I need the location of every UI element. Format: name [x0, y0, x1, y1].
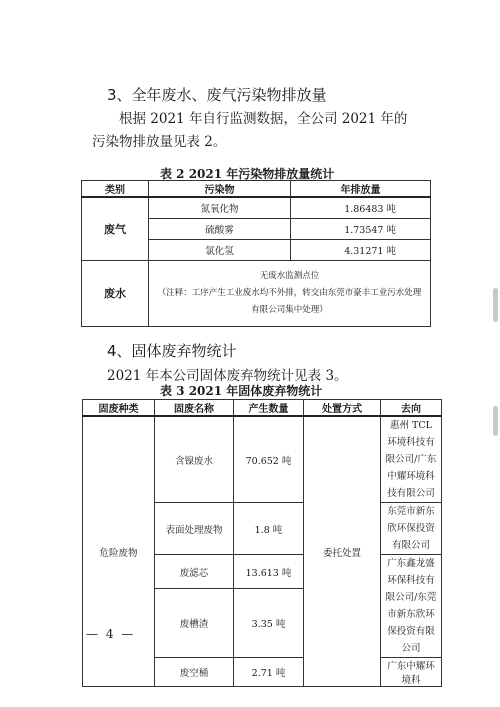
table-3-header-type: 固废种类: [83, 400, 155, 417]
waste-amount-cell: 13.613 吨: [234, 555, 304, 589]
table-2-caption: 表 2 2021 年污染物排放量统计: [160, 167, 335, 181]
table-3-header-amount: 产生数量: [234, 400, 304, 417]
exhaust-category-cell: 废气: [82, 197, 149, 260]
wastewater-note-text: （注释：工序产生工业废水均不外排，转交由东莞市豪丰工业污水处理有限公司集中处理）: [157, 287, 422, 315]
wastewater-note-cell: [149, 260, 431, 326]
disposal-method-cell: 委托处置: [304, 416, 381, 687]
table-2-header-row: [82, 181, 431, 198]
section-3-heading: 3、全年废水、废气污染物排放量: [107, 86, 327, 104]
scan-edge-mark: [493, 288, 498, 322]
table-2: [81, 180, 431, 327]
waste-name-cell: 表面处理废物: [155, 503, 234, 555]
table-3-header-row: [83, 400, 442, 417]
waste-name-cell: 废滤芯: [155, 555, 234, 589]
waste-name-cell: 废槽渣: [155, 589, 234, 658]
amount-cell: 1.86483 吨: [291, 197, 431, 218]
table-3: [82, 399, 442, 687]
table-2-header-category: 类别: [82, 181, 149, 198]
waste-name-cell: 含镍废水: [155, 416, 234, 503]
page-number: — 4 —: [86, 627, 136, 641]
table-3-header-name: 固废名称: [155, 400, 234, 417]
pollutant-cell: 硫酸雾: [149, 218, 291, 239]
waste-category-cell: 危险废物: [83, 416, 155, 687]
wastewater-note-title: 无废水监测点位: [259, 270, 320, 281]
table-3-header-disposal: 处置方式: [304, 400, 381, 417]
table-row: [83, 416, 442, 503]
pollutant-cell: 氮氧化物: [149, 197, 291, 218]
section-4-heading: 4、固体废弃物统计: [107, 342, 237, 360]
waste-name-cell: 废空桶: [155, 658, 234, 687]
table-2-header-amount: 年排放量: [291, 181, 431, 198]
waste-amount-cell: 3.35 吨: [234, 589, 304, 658]
table-row: [82, 197, 431, 218]
section-4-line: 2021 年本公司固体废弃物统计见表 3。: [107, 368, 348, 384]
scan-edge-mark: [493, 406, 498, 436]
waste-amount-cell: 70.652 吨: [234, 416, 304, 503]
table-3-caption: 表 3 2021 年固体废弃物统计: [160, 384, 323, 398]
destination-cell: 东莞市新东欣环保投资有限公司: [381, 503, 442, 555]
destination-cell: 广东中耀环境科: [381, 658, 442, 687]
table-3-header-destination: 去向: [381, 400, 442, 417]
table-row: [82, 260, 431, 326]
wastewater-category-cell: 废水: [82, 260, 149, 326]
amount-cell: 1.73547 吨: [291, 218, 431, 239]
amount-cell: 4.31271 吨: [291, 239, 431, 260]
destination-cell: 广东鑫龙盛环保科技有限公司/东莞市新东欣环保投资有限公司: [381, 555, 442, 658]
pollutant-cell: 氯化氢: [149, 239, 291, 260]
destination-cell: 惠州 TCL 环境科技有限公司/广东中耀环境科技有限公司: [381, 416, 442, 503]
section-3-paragraph: 根据 2021 年自行监测数据，全公司 2021 年的污染物排放量见表 2。: [92, 111, 408, 150]
waste-amount-cell: 2.71 吨: [234, 658, 304, 687]
table-2-header-pollutant: 污染物: [149, 181, 291, 198]
waste-amount-cell: 1.8 吨: [234, 503, 304, 555]
